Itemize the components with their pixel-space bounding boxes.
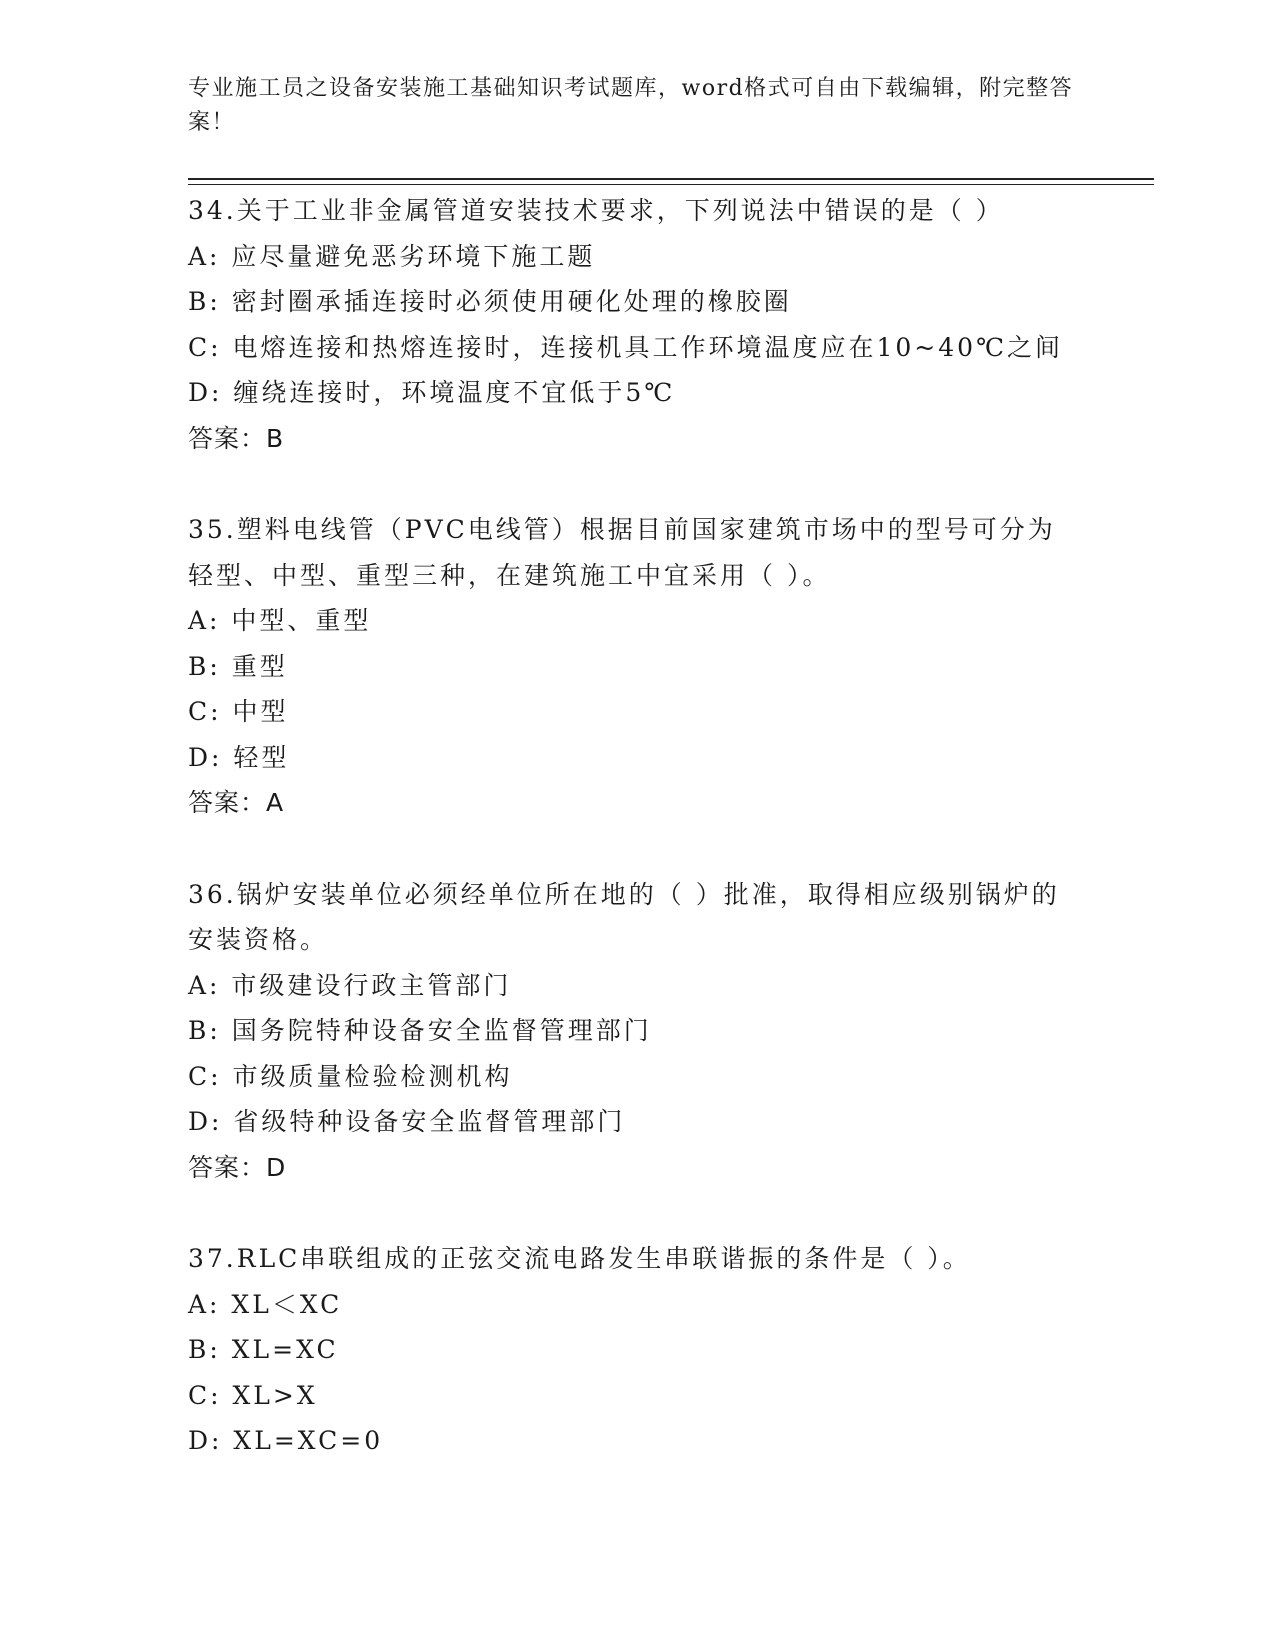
option-d: D: 轻型: [188, 742, 290, 772]
question-35: [188, 507, 1078, 826]
option-c: C: XL>X: [188, 1380, 318, 1410]
question-stem: 37.RLC串联组成的正弦交流电路发生串联谐振的条件是（ ）。: [188, 1244, 971, 1273]
option-b: B: 密封圈承插连接时必须使用硬化处理的橡胶圈: [188, 287, 792, 316]
question-stem: 34.关于工业非金属管道安装技术要求，下列说法中错误的是（ ）: [188, 196, 1004, 225]
question-stem: 35.塑料电线管（PVC电线管）根据目前国家建筑市场中的型号可分为轻型、中型、重型三种，在建筑施工中宜采用（ ）。: [188, 515, 1056, 590]
option-d: D: 省级特种设备安全监督管理部门: [188, 1107, 626, 1136]
option-b: B: 重型: [188, 651, 288, 681]
question-stem: 36.锅炉安装单位必须经单位所在地的（ ）批准，取得相应级别锅炉的安装资格。: [188, 879, 1060, 954]
header-divider-thin: [188, 184, 1154, 185]
option-a: A: 中型、重型: [188, 606, 372, 635]
option-d: D: XL=XC=0: [188, 1426, 384, 1455]
document-intro: 专业施工员之设备安装施工基础知识考试题库，word格式可自由下载编辑，附完整答案！: [188, 76, 1074, 135]
option-c: C: 电熔连接和热熔连接时，连接机具工作环境温度应在10~40℃之间: [188, 332, 1064, 362]
option-a: A: XL＜XC: [188, 1289, 343, 1319]
option-b: B: 国务院特种设备安全监督管理部门: [188, 1016, 652, 1045]
question-37: [188, 1236, 1078, 1464]
answer-line: 答案：A: [188, 788, 285, 817]
question-34: [188, 188, 1078, 461]
option-d: D: 缠绕连接时，环境温度不宜低于5℃: [188, 378, 676, 407]
question-list: [188, 188, 1078, 1510]
option-c: C: 市级质量检验检测机构: [188, 1061, 513, 1091]
header-divider-thick: [188, 178, 1154, 180]
option-a: A: 市级建设行政主管部门: [188, 970, 512, 1000]
option-c: C: 中型: [188, 697, 289, 726]
option-a: A: 应尽量避免恶劣环境下施工题: [188, 241, 596, 271]
answer-line: 答案：B: [188, 423, 285, 453]
question-36: [188, 872, 1078, 1191]
option-b: B: XL=XC: [188, 1335, 339, 1364]
answer-line: 答案：D: [188, 1152, 287, 1182]
